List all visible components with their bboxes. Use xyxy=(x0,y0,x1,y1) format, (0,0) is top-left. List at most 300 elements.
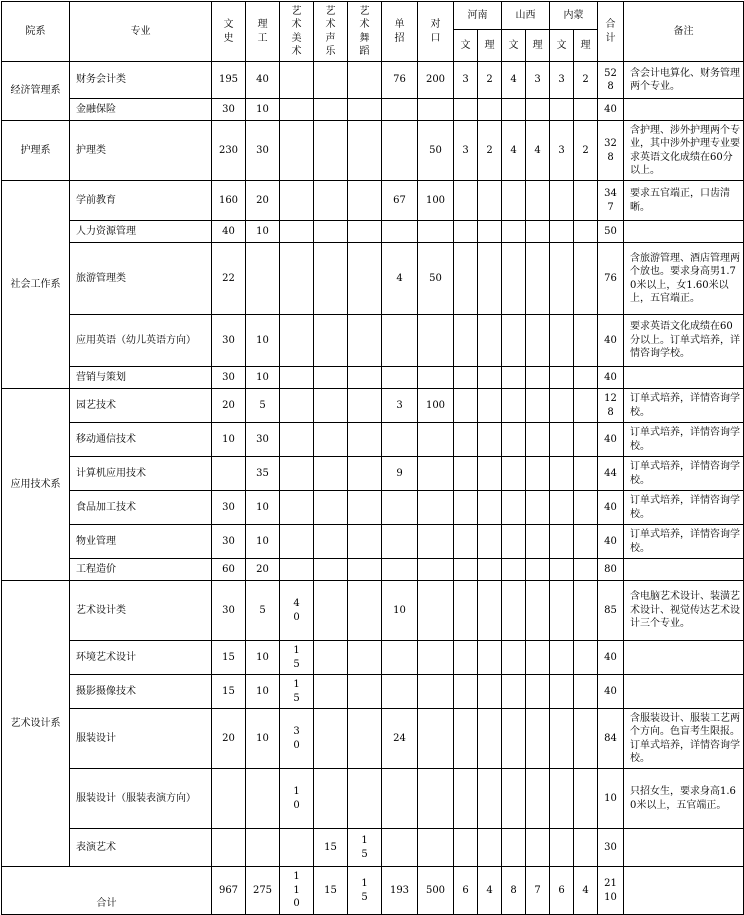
nw-cell xyxy=(550,709,574,769)
tot-cell: 84 xyxy=(598,709,624,769)
hl-cell xyxy=(478,675,502,709)
total-tot-cell: 21 10 xyxy=(598,867,624,915)
sw-cell xyxy=(502,389,526,423)
sl-cell: 4 xyxy=(526,121,550,181)
major-cell: 环境艺术设计 xyxy=(70,641,212,675)
header-ligong: 理 工 xyxy=(246,2,280,62)
major-cell: 食品加工技术 xyxy=(70,491,212,525)
sw-cell xyxy=(502,423,526,457)
dk-cell xyxy=(418,769,454,829)
table-row xyxy=(2,389,744,423)
major-cell: 计算机应用技术 xyxy=(70,457,212,491)
ws-cell: 15 xyxy=(212,641,246,675)
hw-cell xyxy=(454,559,478,581)
total-sy-cell: 15 xyxy=(314,867,348,915)
dz-cell xyxy=(382,525,418,559)
sl-cell xyxy=(526,709,550,769)
wd-cell xyxy=(348,315,382,367)
total-remark-cell xyxy=(624,867,744,915)
sw-cell xyxy=(502,99,526,121)
sy-cell xyxy=(314,121,348,181)
remark-cell xyxy=(624,99,744,121)
nw-cell xyxy=(550,675,574,709)
hl-cell xyxy=(478,581,502,641)
table-row xyxy=(2,559,744,581)
sl-cell xyxy=(526,243,550,315)
wd-cell xyxy=(348,525,382,559)
dk-cell xyxy=(418,99,454,121)
dk-cell xyxy=(418,457,454,491)
major-cell: 移动通信技术 xyxy=(70,423,212,457)
table-row xyxy=(2,491,744,525)
hl-cell xyxy=(478,389,502,423)
dz-cell: 76 xyxy=(382,62,418,99)
dz-cell: 4 xyxy=(382,243,418,315)
ms-cell xyxy=(280,243,314,315)
nl-cell xyxy=(574,641,598,675)
ms-cell xyxy=(280,62,314,99)
tot-cell: 10 xyxy=(598,769,624,829)
wd-cell xyxy=(348,559,382,581)
lg-cell: 5 xyxy=(246,581,280,641)
nl-cell: 2 xyxy=(574,121,598,181)
sw-cell xyxy=(502,367,526,389)
tot-cell: 32 8 xyxy=(598,121,624,181)
sl-cell xyxy=(526,423,550,457)
sy-cell xyxy=(314,675,348,709)
ms-cell: 4 0 xyxy=(280,581,314,641)
sl-cell xyxy=(526,99,550,121)
sl-cell xyxy=(526,675,550,709)
hl-cell xyxy=(478,315,502,367)
total-wd-cell: 1 5 xyxy=(348,867,382,915)
sy-cell xyxy=(314,423,348,457)
lg-cell: 10 xyxy=(246,525,280,559)
dept-cell: 应用技术系 xyxy=(2,389,70,581)
remark-cell: 要求英语文化成绩在60分以上。订单式培养，详情咨询学校。 xyxy=(624,315,744,367)
table-row xyxy=(2,709,744,769)
ws-cell: 30 xyxy=(212,315,246,367)
dk-cell xyxy=(418,423,454,457)
table-row xyxy=(2,121,744,181)
lg-cell: 35 xyxy=(246,457,280,491)
tot-cell: 30 xyxy=(598,829,624,867)
wd-cell xyxy=(348,243,382,315)
nw-cell xyxy=(550,559,574,581)
enrollment-plan-table xyxy=(1,1,744,915)
ws-cell: 15 xyxy=(212,675,246,709)
sw-cell xyxy=(502,559,526,581)
sl-cell xyxy=(526,181,550,221)
header-duikou: 对 口 xyxy=(418,2,454,62)
table-row xyxy=(2,675,744,709)
dz-cell xyxy=(382,315,418,367)
nw-cell xyxy=(550,457,574,491)
total-row xyxy=(2,867,744,915)
dz-cell xyxy=(382,675,418,709)
hw-cell xyxy=(454,709,478,769)
sy-cell xyxy=(314,559,348,581)
nw-cell xyxy=(550,829,574,867)
nw-cell xyxy=(550,389,574,423)
sw-cell xyxy=(502,581,526,641)
sy-cell xyxy=(314,389,348,423)
remark-cell: 订单式培养，详情咨询学校。 xyxy=(624,525,744,559)
dz-cell xyxy=(382,221,418,243)
dk-cell xyxy=(418,559,454,581)
sw-cell xyxy=(502,675,526,709)
major-cell: 旅游管理类 xyxy=(70,243,212,315)
ms-cell xyxy=(280,181,314,221)
header-remark: 备注 xyxy=(624,2,744,62)
sy-cell xyxy=(314,491,348,525)
nw-cell xyxy=(550,769,574,829)
table-row xyxy=(2,457,744,491)
lg-cell: 30 xyxy=(246,121,280,181)
wd-cell xyxy=(348,709,382,769)
total-nw-cell: 6 xyxy=(550,867,574,915)
wd-cell xyxy=(348,367,382,389)
dept-cell: 社会工作系 xyxy=(2,181,70,389)
major-cell: 应用英语（幼儿英语方向） xyxy=(70,315,212,367)
nw-cell xyxy=(550,525,574,559)
sw-cell xyxy=(502,829,526,867)
major-cell: 园艺技术 xyxy=(70,389,212,423)
hl-cell xyxy=(478,709,502,769)
sy-cell xyxy=(314,181,348,221)
remark-cell: 订单式培养，详情咨询学校。 xyxy=(624,491,744,525)
dept-cell: 经济管理系 xyxy=(2,62,70,121)
nw-cell xyxy=(550,221,574,243)
lg-cell xyxy=(246,829,280,867)
sy-cell xyxy=(314,769,348,829)
nw-cell: 3 xyxy=(550,121,574,181)
nl-cell xyxy=(574,367,598,389)
ms-cell: 1 0 xyxy=(280,769,314,829)
dk-cell xyxy=(418,675,454,709)
sy-cell xyxy=(314,99,348,121)
dept-cell: 护理系 xyxy=(2,121,70,181)
remark-cell xyxy=(624,221,744,243)
table-row xyxy=(2,243,744,315)
ms-cell xyxy=(280,829,314,867)
lg-cell xyxy=(246,243,280,315)
lg-cell: 20 xyxy=(246,559,280,581)
lg-cell: 10 xyxy=(246,709,280,769)
tot-cell: 40 xyxy=(598,315,624,367)
dk-cell xyxy=(418,525,454,559)
sl-cell xyxy=(526,641,550,675)
total-hl-cell: 4 xyxy=(478,867,502,915)
major-cell: 摄影摄像技术 xyxy=(70,675,212,709)
sl-cell xyxy=(526,491,550,525)
nw-cell xyxy=(550,367,574,389)
sw-cell xyxy=(502,709,526,769)
dz-cell xyxy=(382,641,418,675)
wd-cell xyxy=(348,389,382,423)
tot-cell: 40 xyxy=(598,675,624,709)
lg-cell: 10 xyxy=(246,675,280,709)
hw-cell xyxy=(454,99,478,121)
ms-cell xyxy=(280,457,314,491)
header-art-dance: 艺 术 舞 蹈 xyxy=(348,2,382,62)
wd-cell xyxy=(348,457,382,491)
ws-cell: 30 xyxy=(212,581,246,641)
ws-cell: 30 xyxy=(212,525,246,559)
table-row xyxy=(2,181,744,221)
hw-cell: 3 xyxy=(454,62,478,99)
hl-cell: 2 xyxy=(478,62,502,99)
hw-cell xyxy=(454,675,478,709)
header-neimeng: 内蒙 xyxy=(550,2,598,30)
nl-cell xyxy=(574,181,598,221)
major-cell: 学前教育 xyxy=(70,181,212,221)
lg-cell: 20 xyxy=(246,181,280,221)
nl-cell xyxy=(574,581,598,641)
wd-cell xyxy=(348,581,382,641)
nl-cell xyxy=(574,457,598,491)
dk-cell xyxy=(418,491,454,525)
remark-cell: 含会计电算化、财务管理两个专业。 xyxy=(624,62,744,99)
header-shanxi: 山西 xyxy=(502,2,550,30)
sw-cell xyxy=(502,315,526,367)
wd-cell xyxy=(348,423,382,457)
hw-cell xyxy=(454,769,478,829)
nl-cell xyxy=(574,829,598,867)
tot-cell: 40 xyxy=(598,641,624,675)
remark-cell: 含护理、涉外护理两个专业，其中涉外护理专业要求英语文化成绩在60分以上。 xyxy=(624,121,744,181)
nl-cell xyxy=(574,389,598,423)
remark-cell: 订单式培养，详情咨询学校。 xyxy=(624,389,744,423)
sl-cell xyxy=(526,829,550,867)
remark-cell xyxy=(624,829,744,867)
total-ms-cell: 1 1 0 xyxy=(280,867,314,915)
hw-cell xyxy=(454,181,478,221)
wd-cell: 1 5 xyxy=(348,829,382,867)
lg-cell: 10 xyxy=(246,99,280,121)
sw-cell xyxy=(502,221,526,243)
ws-cell: 230 xyxy=(212,121,246,181)
major-cell: 工程造价 xyxy=(70,559,212,581)
total-sl-cell: 7 xyxy=(526,867,550,915)
major-cell: 服装设计 xyxy=(70,709,212,769)
sl-cell xyxy=(526,559,550,581)
ws-cell: 30 xyxy=(212,491,246,525)
sl-cell xyxy=(526,367,550,389)
sy-cell xyxy=(314,581,348,641)
hw-cell xyxy=(454,457,478,491)
total-lg-cell: 275 xyxy=(246,867,280,915)
nl-cell xyxy=(574,675,598,709)
nl-cell xyxy=(574,709,598,769)
ms-cell xyxy=(280,121,314,181)
table-row xyxy=(2,641,744,675)
total-hw-cell: 6 xyxy=(454,867,478,915)
major-cell: 护理类 xyxy=(70,121,212,181)
tot-cell: 50 xyxy=(598,221,624,243)
sy-cell xyxy=(314,457,348,491)
sy-cell xyxy=(314,641,348,675)
ws-cell: 22 xyxy=(212,243,246,315)
hl-cell xyxy=(478,221,502,243)
lg-cell xyxy=(246,769,280,829)
sl-cell xyxy=(526,769,550,829)
dk-cell xyxy=(418,221,454,243)
tot-cell: 80 xyxy=(598,559,624,581)
nw-cell xyxy=(550,491,574,525)
nl-cell xyxy=(574,243,598,315)
remark-cell: 含旅游管理、酒店管理两个放也。要求身高男1.70米以上，女1.60米以上，五官端正。 xyxy=(624,243,744,315)
nw-cell xyxy=(550,423,574,457)
total-dz-cell: 193 xyxy=(382,867,418,915)
table-row xyxy=(2,769,744,829)
sy-cell xyxy=(314,367,348,389)
table-row xyxy=(2,99,744,121)
hw-cell xyxy=(454,641,478,675)
hl-cell xyxy=(478,243,502,315)
hl-cell xyxy=(478,829,502,867)
hw-cell xyxy=(454,491,478,525)
ws-cell xyxy=(212,829,246,867)
hw-cell xyxy=(454,423,478,457)
remark-cell: 订单式培养，详情咨询学校。 xyxy=(624,423,744,457)
ws-cell: 195 xyxy=(212,62,246,99)
sl-cell xyxy=(526,221,550,243)
tot-cell: 34 7 xyxy=(598,181,624,221)
nw-cell xyxy=(550,315,574,367)
tot-cell: 40 xyxy=(598,423,624,457)
header-neimeng-wen: 文 xyxy=(550,30,574,62)
tot-cell: 40 xyxy=(598,367,624,389)
dz-cell: 67 xyxy=(382,181,418,221)
ms-cell: 3 0 xyxy=(280,709,314,769)
hw-cell: 3 xyxy=(454,121,478,181)
dz-cell xyxy=(382,769,418,829)
ws-cell: 30 xyxy=(212,99,246,121)
hl-cell xyxy=(478,559,502,581)
ms-cell: 1 5 xyxy=(280,641,314,675)
wd-cell xyxy=(348,491,382,525)
remark-cell xyxy=(624,559,744,581)
hw-cell xyxy=(454,221,478,243)
hw-cell xyxy=(454,829,478,867)
remark-cell: 只招女生，要求身高1.60米以上，五官端正。 xyxy=(624,769,744,829)
wd-cell xyxy=(348,62,382,99)
header-dept: 院系 xyxy=(2,2,70,62)
dz-cell xyxy=(382,559,418,581)
wd-cell xyxy=(348,221,382,243)
lg-cell: 30 xyxy=(246,423,280,457)
ms-cell xyxy=(280,99,314,121)
hl-cell xyxy=(478,641,502,675)
tot-cell: 76 xyxy=(598,243,624,315)
hl-cell xyxy=(478,99,502,121)
nl-cell xyxy=(574,769,598,829)
hl-cell xyxy=(478,181,502,221)
total-sw-cell: 8 xyxy=(502,867,526,915)
ws-cell: 30 xyxy=(212,367,246,389)
remark-cell: 订单式培养，详情咨询学校。 xyxy=(624,457,744,491)
remark-cell: 含电脑艺术设计、装潢艺术设计、视觉传达艺术设计三个专业。 xyxy=(624,581,744,641)
ws-cell: 20 xyxy=(212,389,246,423)
header-henan: 河南 xyxy=(454,2,502,30)
major-cell: 表演艺术 xyxy=(70,829,212,867)
nl-cell xyxy=(574,221,598,243)
sy-cell xyxy=(314,221,348,243)
wd-cell xyxy=(348,675,382,709)
dk-cell xyxy=(418,641,454,675)
dk-cell: 100 xyxy=(418,181,454,221)
sy-cell xyxy=(314,315,348,367)
nw-cell xyxy=(550,243,574,315)
ws-cell: 20 xyxy=(212,709,246,769)
major-cell: 艺术设计类 xyxy=(70,581,212,641)
header-henan-wen: 文 xyxy=(454,30,478,62)
sw-cell xyxy=(502,181,526,221)
lg-cell: 10 xyxy=(246,367,280,389)
header-total: 合 计 xyxy=(598,2,624,62)
nw-cell xyxy=(550,99,574,121)
nl-cell xyxy=(574,315,598,367)
hw-cell xyxy=(454,315,478,367)
sl-cell xyxy=(526,525,550,559)
lg-cell: 40 xyxy=(246,62,280,99)
wd-cell xyxy=(348,121,382,181)
dk-cell xyxy=(418,581,454,641)
table-row xyxy=(2,581,744,641)
header-danzhao: 单 招 xyxy=(382,2,418,62)
ms-cell xyxy=(280,525,314,559)
hw-cell xyxy=(454,525,478,559)
nw-cell xyxy=(550,641,574,675)
total-dk-cell: 500 xyxy=(418,867,454,915)
sw-cell xyxy=(502,769,526,829)
dk-cell: 100 xyxy=(418,389,454,423)
dz-cell: 3 xyxy=(382,389,418,423)
ms-cell xyxy=(280,559,314,581)
table-row xyxy=(2,367,744,389)
header-neimeng-li: 理 xyxy=(574,30,598,62)
wd-cell xyxy=(348,99,382,121)
dk-cell: 50 xyxy=(418,243,454,315)
table-row xyxy=(2,525,744,559)
nl-cell xyxy=(574,525,598,559)
dk-cell xyxy=(418,367,454,389)
ws-cell: 40 xyxy=(212,221,246,243)
header-art-voice: 艺 术 声 乐 xyxy=(314,2,348,62)
dz-cell: 10 xyxy=(382,581,418,641)
lg-cell: 10 xyxy=(246,315,280,367)
dk-cell xyxy=(418,315,454,367)
dept-cell: 艺术设计系 xyxy=(2,581,70,867)
major-cell: 营销与策划 xyxy=(70,367,212,389)
nl-cell xyxy=(574,491,598,525)
sw-cell xyxy=(502,457,526,491)
hw-cell xyxy=(454,367,478,389)
dz-cell xyxy=(382,99,418,121)
tot-cell: 85 xyxy=(598,581,624,641)
header-shanxi-li: 理 xyxy=(526,30,550,62)
ws-cell: 10 xyxy=(212,423,246,457)
ms-cell xyxy=(280,315,314,367)
lg-cell: 5 xyxy=(246,389,280,423)
dz-cell xyxy=(382,367,418,389)
tot-cell: 44 xyxy=(598,457,624,491)
total-label: 合计 xyxy=(2,867,212,915)
sw-cell xyxy=(502,525,526,559)
ms-cell xyxy=(280,389,314,423)
hw-cell xyxy=(454,581,478,641)
